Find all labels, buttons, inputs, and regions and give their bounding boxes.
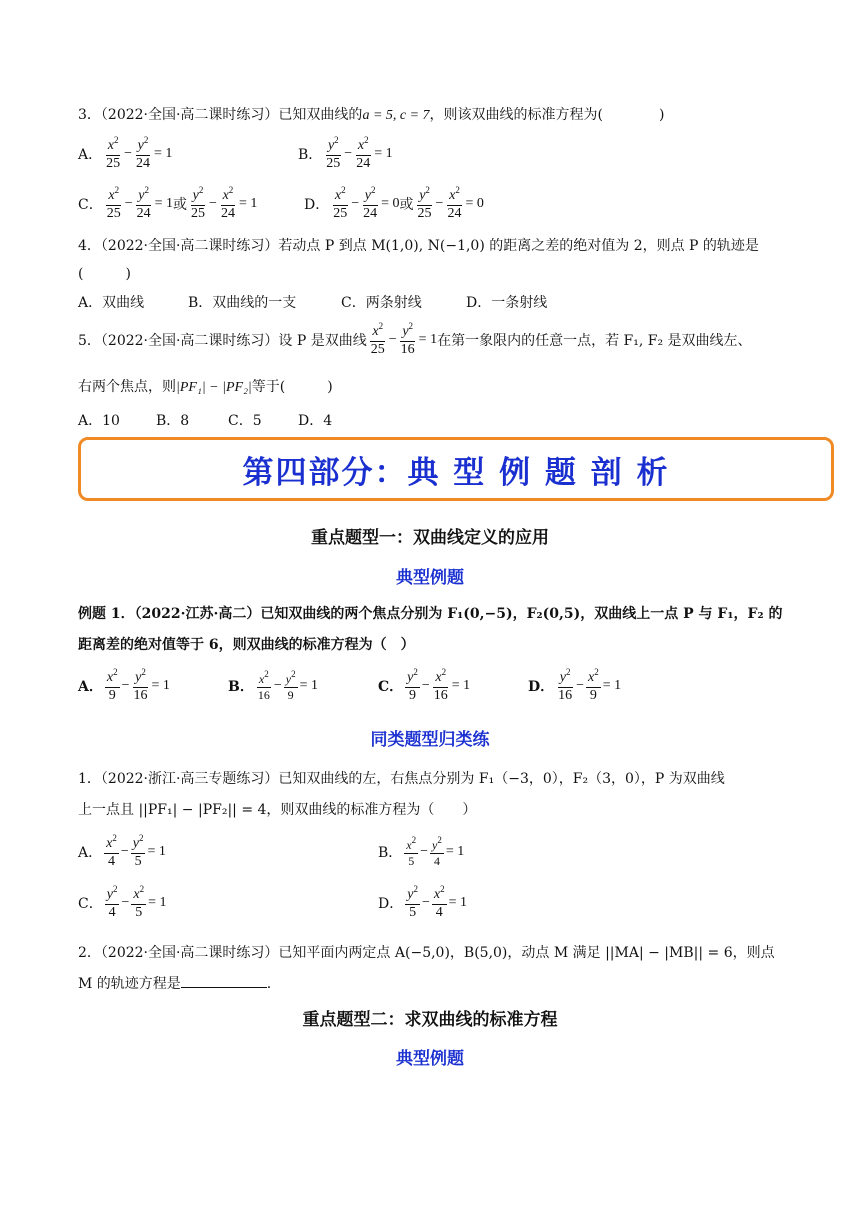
option-label: B． — [298, 146, 323, 163]
fraction: $\frac{x^2}{16}$ — [257, 669, 270, 702]
fraction: $\frac{y^2}{5}$ — [407, 884, 418, 920]
fraction: $\frac{y^2}{16}$ — [558, 667, 573, 703]
example1-option-c: C． $\frac{y^2}{9}$ − $\frac{x^2}{16}$ = 1 — [378, 667, 471, 703]
q3-option-a: A． $\frac{x^2}{25}$ − $\frac{y^2}{24}$ = 1 — [78, 135, 173, 171]
practice1-option-a: A． $\frac{x^2}{4}$ − $\frac{y^2}{5}$ = 1 — [78, 833, 166, 869]
fraction: $\frac{y^2}{9}$ — [285, 669, 296, 702]
fraction: $\frac{x^2}{25}$ — [333, 185, 348, 221]
fraction: $\frac{y^2}{24}$ — [136, 135, 151, 171]
fraction: $\frac{y^2}{24}$ — [136, 185, 151, 221]
q3-stem-end: ，则该双曲线的标准方程为( ) — [429, 107, 665, 123]
fraction: $\frac{x^2}{24}$ — [447, 185, 462, 221]
practice1-option-b: B． $\frac{x^2}{5}$ − $\frac{y^2}{4}$ = 1 — [378, 835, 465, 868]
practice1-option-c: C． $\frac{y^2}{4}$ − $\frac{x^2}{5}$ = 1 — [78, 884, 167, 920]
q3-condition: a = 5, c = 7 — [362, 108, 430, 123]
q5-abs-expr: |PF₁| − |PF₂| — [176, 380, 252, 395]
example1-option-b: B． $\frac{x^2}{16}$ − $\frac{y^2}{9}$ = 1 — [228, 669, 318, 702]
practice1-option-d: D． $\frac{y^2}{5}$ − $\frac{x^2}{4}$ = 1 — [378, 884, 467, 920]
q4-stem-2: ( ) — [78, 266, 131, 282]
q4-option-d: D．一条射线 — [466, 295, 548, 311]
section1-similar-practice: 同类题型归类练 — [370, 730, 490, 750]
equals-zero: = 0 — [381, 195, 400, 211]
q5-option-c: C．5 — [228, 413, 262, 429]
fraction: $\frac{y^2}{16}$ — [400, 321, 415, 357]
q4-option-c: C．两条射线 — [341, 295, 422, 311]
fraction: $\frac{y^2}{4}$ — [106, 884, 118, 920]
fraction: $\frac{x^2}{16}$ — [433, 667, 448, 703]
practice2-line2-text: M 的轨迹方程是 — [78, 976, 181, 992]
q5-stem-a: 5．（2022·全国·高二课时练习）设 P 是双曲线 — [78, 332, 367, 349]
fraction: $\frac{y^2}{24}$ — [363, 185, 378, 221]
or-text: 或 — [399, 196, 414, 213]
fraction: $\frac{y^2}{4}$ — [432, 835, 442, 868]
or-text: 或 — [173, 196, 188, 213]
practice2-line1: 2．（2022·全国·高二课时练习）已知平面内两定点 A(−5,0)，B(5,0)，动点 M 满足 ||MA| − |MB|| = 6，则点 — [78, 945, 775, 961]
q5-option-d: D．4 — [298, 413, 333, 429]
equals-zero: = 0 — [465, 195, 484, 211]
q3-stem — [78, 104, 664, 124]
fraction: $\frac{x^2}{5}$ — [133, 884, 145, 920]
example1-option-a: A． $\frac{x^2}{9}$ − $\frac{y^2}{16}$ = 1 — [78, 667, 170, 703]
equals-one: = 1 — [238, 195, 258, 211]
q4-option-a: A．双曲线 — [78, 295, 145, 311]
q3-option-d: D． $\frac{x^2}{25}$ − $\frac{y^2}{24}$ = 0 或 $\frac{y^2}{25}$ − $\frac{x^2}{24}$ = 0 — [304, 185, 484, 221]
equals-one: = 1 — [154, 145, 173, 161]
fraction: $\frac{x^2}{9}$ — [106, 667, 118, 703]
fraction: $\frac{x^2}{25}$ — [106, 185, 121, 221]
fraction: $\frac{y^2}{5}$ — [132, 833, 144, 869]
fraction: $\frac{y^2}{25}$ — [417, 185, 432, 221]
fraction: $\frac{y^2}{9}$ — [407, 667, 418, 703]
q3-option-b: B． $\frac{y^2}{25}$ − $\frac{x^2}{24}$ = 1 — [298, 135, 393, 171]
q5-option-b: B．8 — [156, 413, 190, 429]
example1-option-d: D． $\frac{y^2}{16}$ − $\frac{x^2}{9}$ = 1 — [528, 667, 622, 703]
fraction: $\frac{y^2}{16}$ — [133, 667, 148, 703]
q3-option-c: C． $\frac{x^2}{25}$ − $\frac{y^2}{24}$ = 1 或 $\frac{y^2}{25}$ − $\frac{x^2}{24}$ = 1 — [78, 185, 258, 221]
practice1-line2: 上一点且 ||PF₁| − |PF₂|| = 4，则双曲线的标准方程为（ ） — [78, 802, 477, 818]
q5-stem-2 — [78, 376, 333, 396]
section1-typical-examples: 典型例题 — [396, 568, 464, 588]
fraction: $\frac{x^2}{9}$ — [588, 667, 599, 703]
option-label: D． — [304, 196, 330, 213]
q4-stem: 4．（2022·全国·高二课时练习）若动点 P 到点 M(1,0), N(−1,0) 的距离之差的绝对值为 2，则点 P 的轨迹是 — [78, 238, 759, 254]
option-label: C． — [78, 196, 103, 213]
equals-one: = 1 — [154, 195, 174, 211]
q5-stem: 5．（2022·全国·高二课时练习）设 P 是双曲线 $\frac{x^2}{25}$ − $\frac{y^2}{16}$ = 1 在第一象限内的任意一点，若 F₁, F₂ 是双曲线左、 — [78, 321, 752, 357]
fraction: $\frac{x^2}{4}$ — [433, 884, 445, 920]
banner-title: 第四部分：典 型 例 题 剖 析 — [242, 454, 670, 491]
practice1-line1: 1．（2022·浙江·高三专题练习）已知双曲线的左，右焦点分别为 F₁（−3，0），F₂（3，0），P 为双曲线 — [78, 771, 725, 787]
section1-title: 重点题型一：双曲线定义的应用 — [311, 528, 549, 548]
section2-typical-examples: 典型例题 — [396, 1049, 464, 1069]
part-four-banner — [78, 437, 834, 501]
fraction: $\frac{x^2}{25}$ — [370, 321, 385, 357]
fraction: $\frac{x^2}{24}$ — [356, 135, 371, 171]
fraction: $\frac{x^2}{24}$ — [220, 185, 235, 221]
fraction: $\frac{y^2}{25}$ — [326, 135, 341, 171]
q5-stem-b: 在第一象限内的任意一点，若 F₁, F₂ 是双曲线左、 — [437, 332, 752, 349]
q5-stem2-b: 等于( ) — [251, 379, 333, 395]
option-label: A． — [78, 146, 103, 163]
practice2-end: . — [266, 976, 272, 992]
fraction: $\frac{x^2}{25}$ — [106, 135, 121, 171]
q3-stem-text: 3．（2022·全国·高二课时练习）已知双曲线的 — [78, 107, 363, 123]
fraction: $\frac{y^2}{25}$ — [191, 185, 206, 221]
example1-line2: 距离差的绝对值等于 6，则双曲线的标准方程为（ ） — [78, 637, 415, 653]
fraction: $\frac{x^2}{5}$ — [406, 835, 417, 868]
section2-title: 重点题型二：求双曲线的标准方程 — [302, 1010, 558, 1030]
q5-stem2-a: 右两个焦点，则 — [78, 379, 176, 395]
equals-one: = 1 — [374, 145, 393, 161]
example1-line1: 例题 1．（2022·江苏·高二）已知双曲线的两个焦点分别为 F₁(0,−5)，F₂(0,5)，双曲线上一点 P 与 F₁，F₂ 的 — [78, 606, 783, 622]
fraction: $\frac{x^2}{4}$ — [106, 833, 117, 869]
q5-option-a: A．10 — [78, 413, 120, 429]
answer-blank[interactable] — [181, 975, 267, 988]
practice2-line2 — [78, 973, 271, 993]
q4-option-b: B．双曲线的一支 — [188, 295, 297, 311]
